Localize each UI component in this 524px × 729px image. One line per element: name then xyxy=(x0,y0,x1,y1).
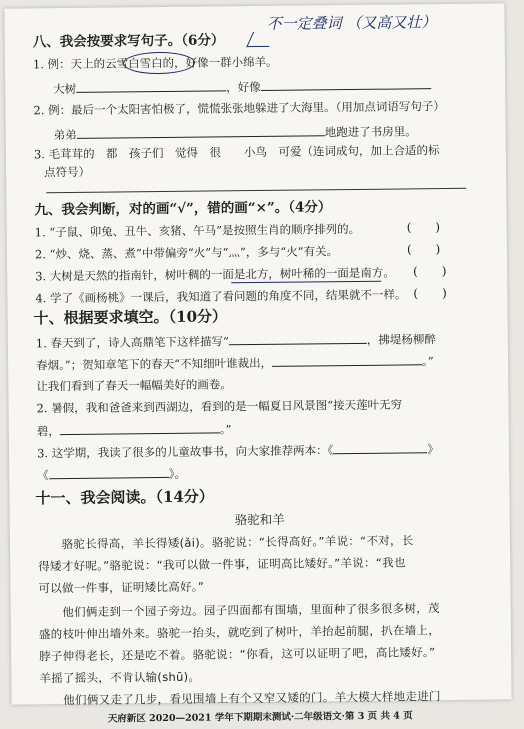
section8-q1-answer-line xyxy=(53,76,431,97)
section8-q2-example: 2. 例：最后一个太阳害怕极了，慌慌张张地躲进了大海里。（用加点词语写句子） xyxy=(33,99,445,118)
section9-item-3: 3. 大树是天然的指南针，树叶稠的一面是北方，树叶稀的一面是南方。 xyxy=(35,265,395,284)
section9-item-1: 1. “子鼠、卯兔、丑牛、亥猪、午马”是按照生肖的顺序排列的。 xyxy=(34,221,361,240)
handwritten-arrow xyxy=(246,32,276,47)
story-line-4: 他们俩走到一个园子旁边。园子四面都有围墙，里面种了很多很多树，茂 xyxy=(38,601,440,620)
section10-q1-line1 xyxy=(36,330,436,351)
section9-paren-4[interactable]: ( ) xyxy=(413,286,447,301)
q3-answer-rule[interactable] xyxy=(46,188,466,193)
story-title-row xyxy=(10,509,510,530)
section8-title: 八、我会按要求写句子。 xyxy=(32,32,182,51)
section10-q1-line2 xyxy=(36,352,434,373)
q1-text-d: 。” xyxy=(422,354,434,369)
book-blank-2[interactable] xyxy=(49,465,169,479)
poem-blank-2[interactable] xyxy=(272,352,422,367)
section10-q2-line1: 2. 暑假，我和爸爸来到西湖边，看到的是一幅夏日风景图“接天莲叶无穷 xyxy=(36,397,403,416)
story-line-3: 可以做一件事，证明矮比高好。” xyxy=(38,579,205,596)
section11-title: 十一、我会阅读。（14分） xyxy=(35,487,214,508)
handwritten-circle xyxy=(123,52,195,75)
section8-q3-line1: 3. 毛茸茸的 都 孩子们 觉得 很 小鸟 可爱（连词成句，加上合适的标 xyxy=(33,143,440,162)
handwritten-underline xyxy=(231,281,381,284)
q3-text-c: 《 xyxy=(37,468,49,483)
q1-prompt-b: ，好像 xyxy=(226,79,261,95)
page-footer: 天府新区 2020—2021 学年下期期末测试·二年级语文·第 3 页 共 4 页 xyxy=(107,710,413,725)
q1-text-b: ，拂堤杨柳醉 xyxy=(366,332,436,347)
section10-q2-line2 xyxy=(37,420,232,439)
section10-q3-line2 xyxy=(37,465,186,484)
section8-q3-line2: 点符号） xyxy=(44,164,91,180)
q1-text-a: 1. 春天到了，诗人高鼎笔下这样描写“ xyxy=(35,334,229,351)
handwritten-note: 不一定叠词 （又高又壮） xyxy=(266,13,437,33)
q1-prompt-a: 大树 xyxy=(53,81,77,97)
story-line-5: 盛的枝叶伸出墙外来。骆驼一抬头，就吃到了树叶，羊抬起前腿，扒在墙上， xyxy=(38,623,441,642)
q1-blank-2[interactable] xyxy=(261,76,431,91)
story-line-7: 羊摇了摇头，不肯认输(shū)。 xyxy=(39,669,201,686)
q1-text-c: 春烟。”；贺知章笔下的春天“不知细叶谁裁出， xyxy=(36,355,273,373)
q1-blank-1[interactable] xyxy=(76,78,226,93)
q3-text-a: 3. 这学期，我读了很多的儿童故事书，向大家推荐两本：《 xyxy=(36,443,334,461)
story-line-2: 得矮才好呢。”骆驼说：“我可以做一件事，证明高比矮好。”羊说：“我也 xyxy=(38,555,406,574)
section9-item-4: 4. 学了《画杨桃》一课后，我知道了看问题的角度不同，结果就不一样。 xyxy=(35,287,407,306)
section8-q2-answer-line xyxy=(54,122,417,143)
section9-paren-1[interactable]: ( ) xyxy=(406,220,441,235)
story-title: 骆驼和羊 xyxy=(234,511,285,528)
story-line-8: 他们俩又走了几步，看见围墙上有个又窄又矮的门。羊大模大样地走进门 xyxy=(39,689,441,708)
section8-q1-example: 1. 例：天上的云雪白雪白的，好像一群小绵羊。 xyxy=(32,54,278,72)
section8-heading xyxy=(33,32,225,50)
section10-q3-line1 xyxy=(37,440,439,461)
q2-blank[interactable] xyxy=(77,123,325,139)
poem-blank-3[interactable] xyxy=(60,420,220,435)
q2-text-b: 碧， xyxy=(36,424,60,439)
exam-page xyxy=(4,3,511,725)
section10-title: 十、根据要求填空。（10分） xyxy=(33,307,228,328)
q3-text-b: 》 xyxy=(427,442,439,457)
story-line-6: 脖子伸得老长，还是吃不着。骆驼说：“你看，这可以证明了吧，高比矮好。” xyxy=(39,645,436,664)
story-line-1: 骆驼长得高，羊长得矮(ǎi)。骆驼说：“长得高好。”羊说：“不对，长 xyxy=(37,533,414,552)
poem-blank-1[interactable] xyxy=(229,331,367,345)
q2-prompt-a: 弟弟 xyxy=(53,127,77,143)
section9-item-2: 2. “炒、烧、蒸、煮”中带偏旁“火”与“灬”，多与“火”有关。 xyxy=(34,244,339,262)
q2-prompt-b: 地跑进了书房里。 xyxy=(324,124,417,140)
section9-title: 九、我会判断，对的画“√”，错的画“×”。（4分） xyxy=(34,199,332,219)
section10-q1-line3: 让我们看到了春天一幅幅美好的画卷。 xyxy=(36,377,232,394)
book-blank-1[interactable] xyxy=(333,440,427,454)
section8-score: （6分） xyxy=(181,32,225,49)
q3-text-d: 》。 xyxy=(168,466,187,481)
section9-paren-3[interactable]: ( ) xyxy=(413,264,447,279)
q2-text-c: 。” xyxy=(219,422,232,437)
section9-paren-2[interactable]: ( ) xyxy=(406,242,441,257)
